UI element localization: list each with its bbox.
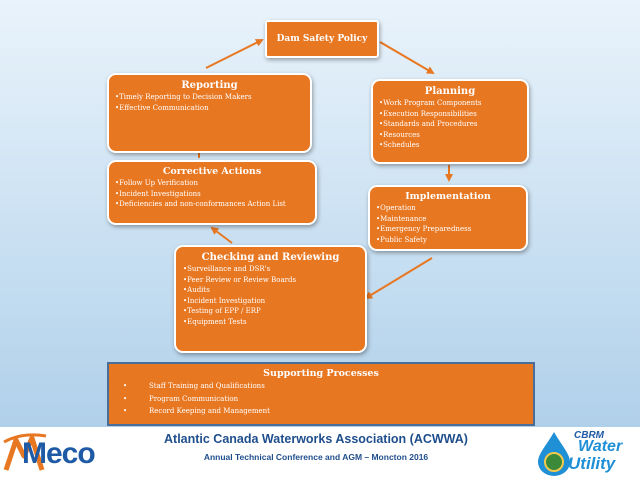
arrow-reporting-to-policy — [206, 40, 262, 68]
cbrm-logo-line2: Water — [578, 438, 623, 455]
list-item: • Incident Investigation — [183, 296, 358, 307]
conference-subtitle: Annual Technical Conference and AGM – Moncton 2016 — [203, 452, 429, 462]
corrective-actions-list — [115, 178, 309, 210]
corrective-actions-box — [107, 160, 317, 225]
policy-title: Dam Safety Policy — [276, 33, 368, 44]
supporting-processes-list — [117, 380, 525, 418]
arrow-implementation-to-checking — [366, 258, 432, 298]
reporting-title: Reporting — [181, 80, 238, 91]
meco-logo-text: Meco — [22, 437, 95, 470]
list-item: • Deficiencies and non-conformances Action List — [115, 199, 309, 210]
list-item: • Standards and Procedures — [379, 119, 521, 130]
list-item: • Schedules — [379, 140, 521, 151]
list-item: • Maintenance — [376, 214, 520, 225]
list-item: • Surveillance and DSR's — [183, 264, 358, 275]
list-item: • Work Program Components — [379, 98, 521, 109]
list-item: • Follow Up Verification — [115, 178, 309, 189]
implementation-list — [376, 203, 520, 245]
list-item: • Staff Training and Qualifications — [123, 380, 525, 393]
planning-list — [379, 98, 521, 151]
list-item: • Timely Reporting to Decision Makers — [115, 92, 304, 103]
reporting-box — [107, 73, 312, 153]
arrow-checking-to-corrective — [212, 228, 232, 243]
arrow-policy-to-planning — [380, 42, 433, 73]
supporting-processes-box — [107, 362, 535, 426]
list-item: • Emergency Preparedness — [376, 224, 520, 235]
implementation-box — [368, 185, 528, 251]
list-item: • Record Keeping and Management — [123, 405, 525, 418]
list-item: • Peer Review or Review Boards — [183, 275, 358, 286]
list-item: • Execution Responsibilities — [379, 109, 521, 120]
list-item: • Program Communication — [123, 393, 525, 406]
list-item: • Public Safety — [376, 235, 520, 246]
checking-reviewing-title: Checking and Reviewing — [201, 252, 340, 263]
list-item: • Equipment Tests — [183, 317, 358, 328]
implementation-title: Implementation — [405, 191, 491, 202]
cbrm-logo-line1: CBRM — [574, 430, 604, 441]
planning-title: Planning — [424, 86, 476, 97]
checking-reviewing-box — [174, 245, 367, 353]
checking-reviewing-list — [183, 264, 358, 327]
list-item: • Incident Investigations — [115, 189, 309, 200]
supporting-processes-title: Supporting Processes — [263, 368, 379, 379]
conference-title: Atlantic Canada Waterworks Association (ACWWA) — [164, 432, 468, 446]
list-item: • Resources — [379, 130, 521, 141]
list-item: • Testing of EPP / ERP — [183, 306, 358, 317]
cbrm-logo-line3: Utility — [568, 454, 616, 473]
reporting-list — [115, 92, 304, 113]
list-item: • Effective Communication — [115, 103, 304, 114]
planning-box — [371, 79, 529, 164]
corrective-actions-title: Corrective Actions — [162, 166, 262, 177]
list-item: • Audits — [183, 285, 358, 296]
policy-box — [265, 20, 379, 58]
list-item: • Operation — [376, 203, 520, 214]
